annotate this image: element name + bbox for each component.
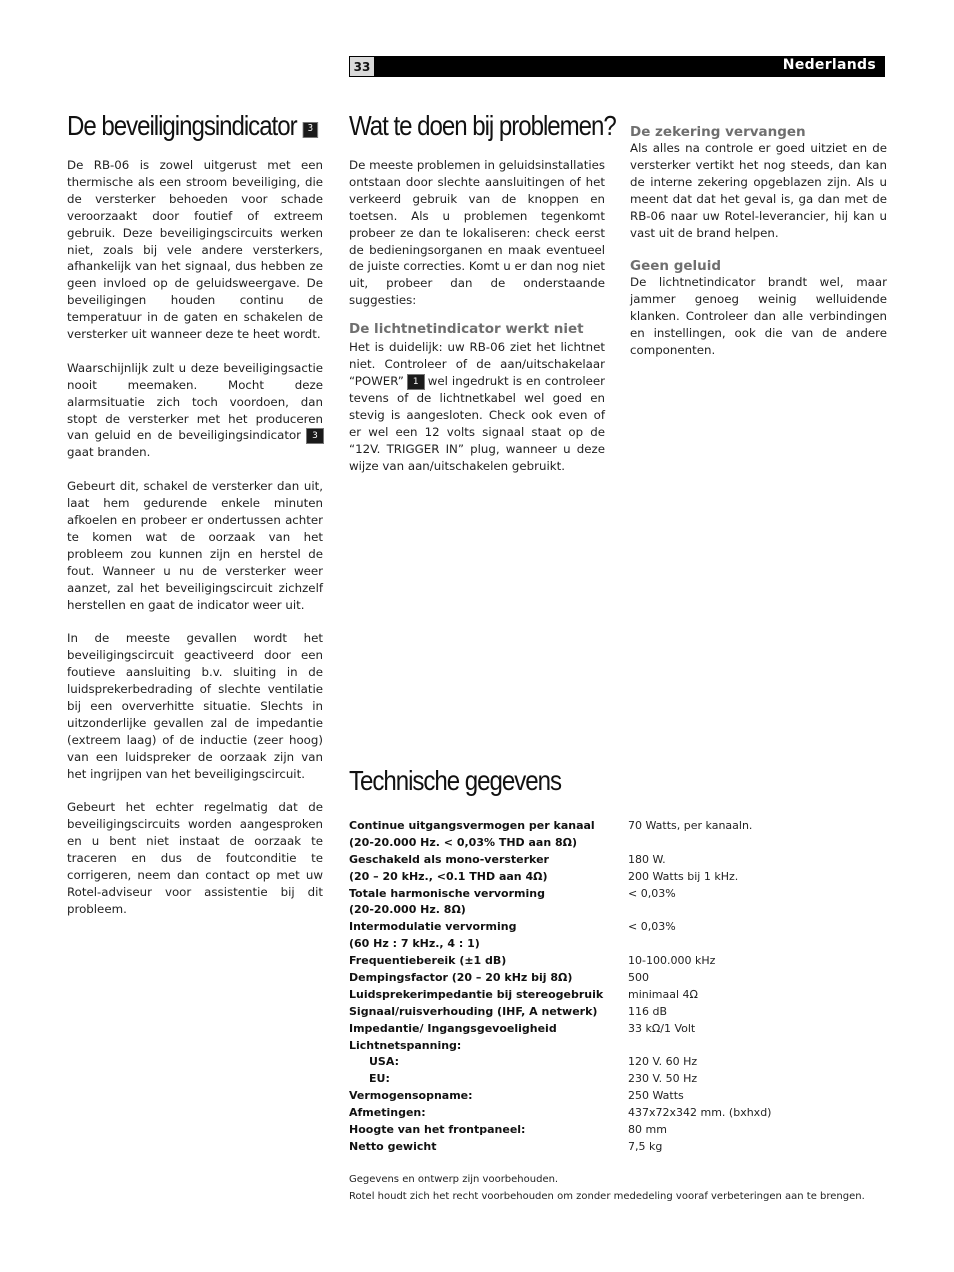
- spec-row: [349, 1122, 869, 1139]
- specs-title: Technische gegevens: [349, 765, 561, 796]
- spec-label: Geschakeld als mono-versterker: [349, 852, 549, 866]
- spec-row: [349, 818, 869, 835]
- section-troubleshooting: [349, 110, 659, 142]
- footnote-1: Gegevens en ontwerp zijn voorbehouden.: [349, 1174, 559, 1185]
- section-specs: [349, 765, 596, 797]
- protection-paragraph-5: Gebeurt het echter regelmatig dat de beveiligingscircuits worden aangesproken en u bent niet instaat de oorzaak te traceren en dus de foutconditie te corrigeren, neem dan contact op met uw Rotel-adviseur voor assistentie bij dit probleem.: [67, 800, 323, 916]
- spec-label: EU:: [369, 1072, 390, 1086]
- troubleshooting-col3: [630, 124, 887, 376]
- spec-label: Luidsprekerimpedantie bij stereogebruik: [349, 987, 604, 1001]
- spec-row: [349, 970, 869, 987]
- spec-value: 230 V. 50 Hz: [628, 1072, 698, 1086]
- spec-row: [349, 1004, 869, 1021]
- spec-value: 180 W.: [628, 852, 666, 866]
- spec-label: Totale harmonische vervorming: [349, 886, 545, 900]
- spec-row: [349, 1105, 869, 1122]
- spec-label: (60 Hz : 7 kHz., 4 : 1): [349, 937, 480, 951]
- spec-label: USA:: [369, 1055, 399, 1069]
- spec-row: [349, 1139, 869, 1156]
- spec-row: [349, 953, 869, 970]
- indicator-badge-3-inline: 3: [307, 429, 323, 443]
- spec-label: Frequentiebereik (±1 dB): [349, 954, 507, 968]
- protection-body: [67, 157, 323, 935]
- spec-value: 500: [628, 971, 649, 985]
- spec-row: [349, 902, 869, 919]
- specs-table: [349, 818, 869, 1156]
- spec-row: [349, 1021, 869, 1038]
- spec-row: [349, 835, 869, 852]
- spec-row: [349, 869, 869, 886]
- spec-value: 200 Watts bij 1 kHz.: [628, 869, 739, 883]
- page-number: 33: [350, 57, 374, 76]
- no-sound-text: De lichtnetindicator brandt wel, maar jammer genoeg weinig welluidende klanken. Controleer dan alle verbindingen en instellingen, ook die van de andere componenten.: [630, 275, 887, 357]
- spec-row: [349, 886, 869, 903]
- troubleshooting-intro: De meeste problemen in geluidsinstallaties ontstaan door slechte aansluitingen of het verkeerd gebruik van de knoppen en toetsen. Als u problemen tegenkomt probeer ze dan te lokaliseren: check eerst de bedieningsorganen en maak eventueel de juiste correcties. Komt u er dan nog niet uit, probeer dan de onderstaande suggesties:: [349, 158, 605, 308]
- indicator-badge-3: 3: [303, 123, 317, 137]
- spec-row: [349, 919, 869, 936]
- spec-label: Intermodulatie vervorming: [349, 920, 517, 934]
- spec-label: Lichtnetspanning:: [349, 1038, 462, 1052]
- protection-paragraph-2: [67, 360, 323, 461]
- spec-value: 7,5 kg: [628, 1139, 663, 1153]
- protection-title-text: De beveiligingsindicator: [67, 110, 297, 141]
- protection-paragraph-2-a: Waarschijnlijk zult u deze beveiligingsactie nooit meemaken. Mocht deze alarmsituatie zich toch voordoen, dan stopt de versterker met het produceren van geluid en de beveiligingsindicator: [67, 360, 323, 443]
- specs-footnotes: [349, 1172, 865, 1205]
- no-sound-heading: Geen geluid: [630, 258, 722, 275]
- spec-row: [349, 1071, 869, 1088]
- spec-label: Dempingsfactor (20 – 20 kHz bij 8Ω): [349, 971, 573, 985]
- spec-row: [349, 1054, 869, 1071]
- spec-value: 437x72x342 mm. (bxhxd): [628, 1106, 772, 1120]
- power-indicator-text-a: Het is duidelijk: uw RB-06 ziet het lichtnet niet. Controleer of de aan/uitschakelaar “POWER”: [349, 340, 605, 388]
- spec-label: Hoogte van het frontpaneel:: [349, 1123, 526, 1137]
- spec-label: (20-20.000 Hz. < 0,03% THD aan 8Ω): [349, 835, 578, 849]
- spec-value: 80 mm: [628, 1123, 667, 1137]
- fuse-heading: De zekering vervangen: [630, 124, 806, 140]
- spec-label: Continue uitgangsvermogen per kanaal: [349, 819, 595, 832]
- spec-value: 33 kΩ/1 Volt: [628, 1021, 696, 1035]
- footnote-2: Rotel houdt zich het recht voorbehouden om zonder mededeling vooraf verbeteringen aan te brengen.: [349, 1190, 865, 1202]
- fuse-text: Als alles na controle er goed uitziet en de versterker vertikt het nog steeds, dan kan de interne zekering opgeblazen zijn. Als u meent dat dat het geval is, ga dan met de RB-06 naar uw Rotel-leverancier, hij kan u vast uit de brand helpen.: [630, 141, 887, 240]
- protection-title: [67, 110, 317, 142]
- spec-label: (20 – 20 kHz., <0.1 THD aan 4Ω): [349, 869, 548, 883]
- spec-row: [349, 987, 869, 1004]
- spec-row: [349, 1038, 869, 1055]
- spec-label: Netto gewicht: [349, 1139, 437, 1153]
- power-badge-1: 1: [408, 375, 424, 389]
- spec-value: minimaal 4Ω: [628, 987, 698, 1001]
- protection-paragraph-3: Gebeurt dit, schakel de versterker dan uit, laat hem gedurende enkele minuten afkoelen en probeer er ondertussen achter te komen wat de oorzaak van het probleem zou kunnen zijn en herstel de fout. Wanneer u nu de versterker weer aanzet, zal het beveiligingscircuit zichzelf herstellen en gaat de indicator weer uit.: [67, 479, 323, 612]
- spec-value: 120 V. 60 Hz: [628, 1055, 698, 1069]
- spec-row: [349, 936, 869, 953]
- troubleshooting-title: Wat te doen bij problemen?: [349, 110, 616, 141]
- protection-paragraph-4: In de meeste gevallen wordt het beveiligingscircuit geactiveerd door een foutieve aansluiting b.v. sluiting in de luidsprekerbedrading of slechte ventilatie bij een oververhitte situatie. Slechts in uitzonderlijke gevallen zal de impedantie (extreem laag) of de inductie (zeer hoog) van een luidspreker de oorzaak zijn van het ingrijpen van het beveiligingscircuit.: [67, 631, 323, 781]
- spec-value: 70 Watts, per kanaaln.: [628, 819, 753, 832]
- spec-value: 116 dB: [628, 1004, 668, 1018]
- spec-label: Signaal/ruisverhouding (IHF, A netwerk): [349, 1004, 598, 1018]
- protection-paragraph-2-b: gaat branden.: [67, 445, 151, 460]
- spec-label: Vermogensopname:: [349, 1089, 473, 1103]
- spec-value: < 0,03%: [628, 920, 676, 934]
- spec-label: Impedantie/ Ingangsgevoeligheid: [349, 1021, 557, 1035]
- spec-value: < 0,03%: [628, 886, 676, 900]
- troubleshooting-body: [349, 157, 605, 491]
- language-label: Nederlands: [782, 57, 876, 73]
- spec-label: (20-20.000 Hz. 8Ω): [349, 903, 466, 917]
- power-indicator-text: [349, 339, 605, 474]
- power-indicator-heading: De lichtnetindicator werkt niet: [349, 321, 584, 338]
- spec-row: [349, 1088, 869, 1105]
- spec-row: [349, 852, 869, 869]
- spec-label: Afmetingen:: [349, 1106, 426, 1120]
- spec-value: 250 Watts: [628, 1089, 684, 1103]
- spec-value: 10-100.000 kHz: [628, 954, 716, 968]
- section-protection: [67, 110, 358, 142]
- protection-paragraph-1: De RB-06 is zowel uitgerust met een thermische als een stroom beveiliging, die de versterker behoeden voor schade veroorzaakt door foutief of extreem gebruik. Deze beveiligingscircuits werken niet, zoals bij vele andere versterkers, afhankelijk van het signaal, dus hebben ze geen invloed op de geluidsweergave. De beveiligingen houden continu de temperatuur in de gaten en schakelen de versterker uit wanneer deze te heet wordt.: [67, 158, 323, 342]
- power-indicator-text-b: wel ingedrukt is en controleer tevens of de lichtnetkabel wel goed en stevig is aangesloten. Check ook even of er wel een 12 volts signaal staat op de “12V. TRIGGER IN” plug, wanneer u deze wijze van aan/uitschakelen gebruikt.: [349, 373, 606, 473]
